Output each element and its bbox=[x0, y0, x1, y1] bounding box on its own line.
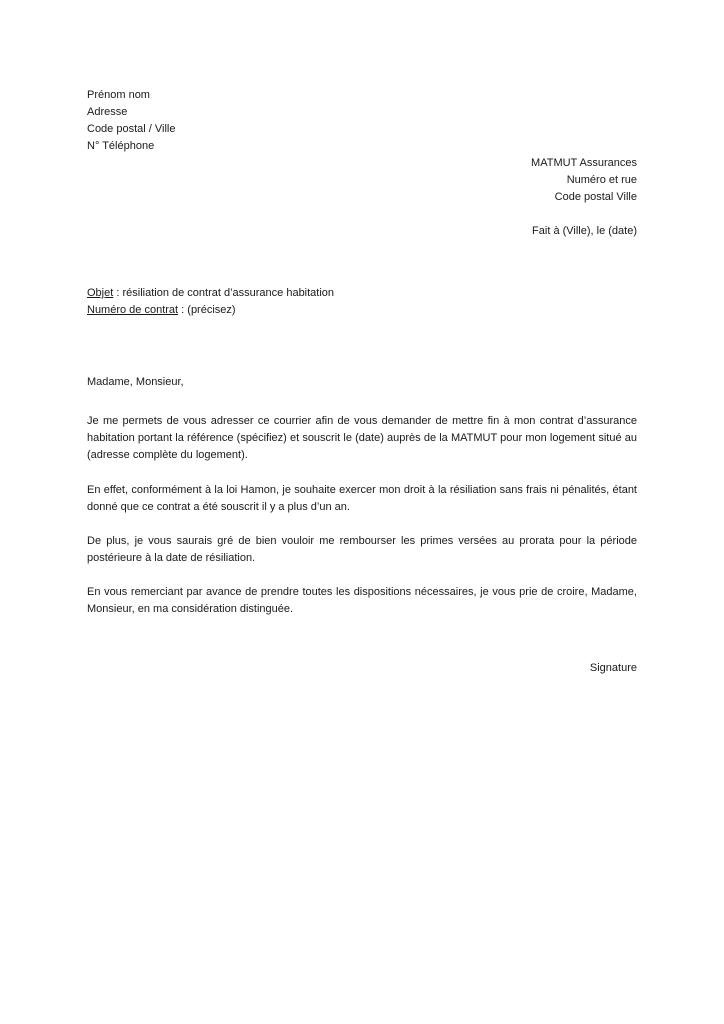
sender-name: Prénom nom bbox=[87, 89, 150, 101]
subject-text: : résiliation de contrat d’assurance habitation bbox=[113, 287, 335, 299]
contract-label: Numéro de contrat bbox=[87, 304, 179, 316]
place-date: Fait à (Ville), le (date) bbox=[532, 225, 637, 237]
contract-text: : (précisez) bbox=[178, 304, 236, 316]
salutation: Madame, Monsieur, bbox=[87, 376, 184, 388]
recipient-street: Numéro et rue bbox=[566, 174, 637, 186]
sender-phone: N° Téléphone bbox=[87, 140, 155, 152]
body-paragraph: De plus, je vous saurais gré de bien vouloir me rembourser les primes versées au prorata pour la période postérieure à la date de résiliation. bbox=[87, 535, 637, 564]
recipient-company: MATMUT Assurances bbox=[531, 157, 637, 169]
body-paragraph: Je me permets de vous adresser ce courrier afin de vous demander de mettre fin à mon contrat d’assurance habitation portant la référence (spécifiez) et souscrit le (date) auprès de la MATMUT pour mon logement situé au (adresse complète du logement). bbox=[87, 415, 637, 461]
sender-postal-city: Code postal / Ville bbox=[87, 123, 176, 135]
subject-line bbox=[87, 285, 334, 302]
signature: Signature bbox=[589, 662, 637, 674]
recipient-postal-city: Code postal Ville bbox=[554, 191, 637, 203]
subject-label: Objet bbox=[87, 287, 114, 299]
contract-line bbox=[87, 302, 236, 319]
body-paragraph: En effet, conformément à la loi Hamon, je souhaite exercer mon droit à la résiliation sans frais ni pénalités, étant donné que ce contrat a été souscrit il y a plus d’un an. bbox=[87, 484, 637, 513]
sender-address: Adresse bbox=[87, 106, 128, 118]
body-paragraph: En vous remerciant par avance de prendre toutes les dispositions nécessaires, je vous prie de croire, Madame, Monsieur, en ma considération distinguée. bbox=[87, 586, 637, 615]
